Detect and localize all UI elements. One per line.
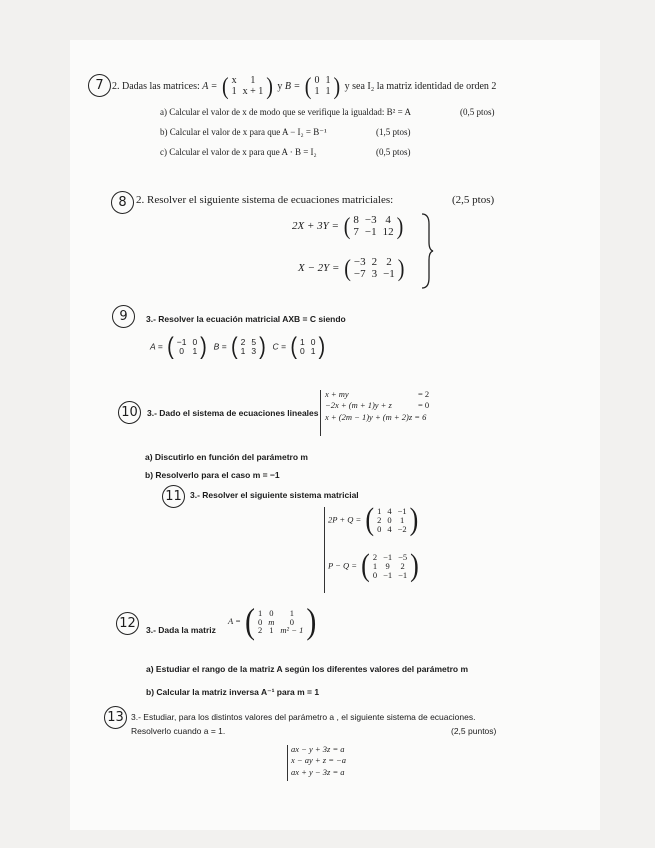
cell: 0 <box>387 514 392 525</box>
cell: 2 <box>377 514 382 525</box>
problem-number: 8 <box>118 195 127 210</box>
part-b: b) Calcular la matriz inversa A⁻¹ para m = 1 <box>146 687 320 697</box>
part-c-points: (0,5 ptos) <box>376 147 411 157</box>
cell: 2 <box>372 552 378 562</box>
cell: 2 <box>400 560 405 571</box>
cell: 1 <box>300 337 305 348</box>
cell: m² − 1 <box>280 625 304 636</box>
problem-7-statement <box>112 73 497 100</box>
cell: 1 <box>250 75 256 86</box>
rhs-value: = 0 <box>418 400 430 411</box>
conjunction: y <box>277 80 283 92</box>
matrix-label: C = <box>272 341 286 352</box>
cell: 3 <box>251 346 257 356</box>
cell: 4 <box>385 214 391 226</box>
system-brace <box>287 745 288 781</box>
cell: 2 <box>371 256 378 268</box>
matrix-label: A = <box>202 80 218 92</box>
cell: −5 <box>398 552 408 562</box>
problem-number-circle <box>112 305 135 328</box>
cell: 1 <box>231 85 237 97</box>
cell: 0 <box>269 607 274 618</box>
problem-number: 9 <box>119 309 128 324</box>
cell: 4 <box>387 523 392 534</box>
matrix-label: A = <box>150 341 163 352</box>
cell: 0 <box>377 523 382 534</box>
cell: 1 <box>289 607 295 618</box>
cell: −1 <box>364 225 377 238</box>
cell: −1 <box>383 552 393 562</box>
part-text: a) Calcular el valor de x de modo que se verifique la igualdad: B² = A <box>160 107 411 117</box>
equation: ax + y − 3z = a <box>291 766 345 777</box>
statement-text: 2. Dadas las matrices: <box>112 80 200 92</box>
matrix-equation-1 <box>292 215 405 238</box>
part-text: c) Calcular el valor de x para que A · B = I₂ <box>160 147 317 157</box>
equation: −2x + (m + 1)y + z <box>325 400 392 411</box>
cell: 12 <box>382 225 394 238</box>
cell: m <box>268 616 275 627</box>
cell: 1 <box>310 346 316 356</box>
cell: 2 <box>240 337 246 348</box>
cell: 0 <box>179 346 184 356</box>
cell: 0 <box>258 616 263 627</box>
cell: 3 <box>371 267 378 280</box>
cell: −2 <box>397 523 407 534</box>
part-a: a) Discutirlo en función del parámetro m <box>145 452 308 462</box>
matrix: ( 2 −1 −5 1 9 2 0 −1 −1 ) <box>361 548 419 584</box>
problem-13-statement-line2: Resolverlo cuando a = 1. <box>131 726 226 736</box>
problem-12-statement: 3.- Dada la matriz <box>146 625 216 635</box>
equation-label: 2X + 3Y = <box>292 220 339 233</box>
equation-label: X − 2Y = <box>298 262 340 275</box>
cell: −1 <box>398 569 408 580</box>
problem-number: 7 <box>95 78 104 93</box>
cell: −1 <box>383 569 393 580</box>
equation: ax − y + 3z = a <box>291 744 345 754</box>
cell: −3 <box>364 214 377 226</box>
equation-label: 2P + Q = <box>328 514 362 525</box>
problem-11-statement: 3.- Resolver el siguiente sistema matricial <box>190 490 359 500</box>
cell: 5 <box>251 337 257 348</box>
cell: 1 <box>325 75 331 86</box>
statement-text: y sea I₂ la matriz identidad de orden 2 <box>344 80 497 92</box>
cell: −1 <box>176 337 187 348</box>
cell: 1 <box>372 560 378 571</box>
cell: 9 <box>385 560 390 571</box>
matrix-b: ( 2 5 1 3 ) <box>230 333 266 361</box>
system-brace <box>320 390 321 436</box>
matrix-a: ( x 1 1 x + 1 ) <box>221 73 273 100</box>
rhs-value: = 2 <box>418 389 430 399</box>
problem-9-statement: 3.- Resolver la ecuación matricial AXB = C siendo <box>146 314 346 324</box>
cell: 1 <box>314 85 320 97</box>
matrix-b: ( 0 1 1 1 ) <box>304 73 341 100</box>
cell: x <box>231 75 237 86</box>
matrix-a: ( −1 0 0 1 ) <box>167 333 207 361</box>
problem-number-circle <box>111 191 134 214</box>
cell: 1 <box>325 85 331 97</box>
cell: 1 <box>377 506 382 516</box>
cell: 0 <box>192 337 198 348</box>
part-a-points: (0,5 ptos) <box>460 107 495 117</box>
cell: 2 <box>258 625 263 636</box>
cell: 1 <box>399 514 405 525</box>
problem-13-points: (2,5 puntos) <box>451 726 497 736</box>
cell: 0 <box>310 337 316 348</box>
matrix-label: B = <box>284 80 301 92</box>
equation: x + (2m − 1)y + (m + 2)z = 6 <box>325 411 427 422</box>
cell: 1 <box>269 625 274 636</box>
equation: x − ay + z = −a <box>291 755 347 766</box>
problem-number-circle <box>104 706 127 729</box>
problem-9-matrices <box>150 333 327 361</box>
problem-number-circle <box>162 485 185 508</box>
cell: 0 <box>314 75 320 86</box>
matrix-c: ( 1 0 0 1 ) <box>290 333 326 361</box>
matrix-equation-2 <box>328 548 421 584</box>
part-a <box>160 107 411 117</box>
cell: −7 <box>353 267 366 280</box>
problem-8-statement: 2. Resolver el siguiente sistema de ecuaciones matriciales: <box>136 194 394 206</box>
matrix: ( −3 2 2 −7 3 −1 ) <box>344 255 405 282</box>
part-b <box>160 127 327 138</box>
problem-number: 11 <box>165 489 182 504</box>
cell: −3 <box>353 256 366 268</box>
cell: x + 1 <box>242 85 264 97</box>
cell: 1 <box>192 346 198 356</box>
matrix-a-definition <box>228 601 318 642</box>
cell: 1 <box>240 346 246 356</box>
matrix-a: ( 1 0 1 0 m 0 2 1 m² − 1 ) <box>245 601 317 642</box>
right-brace-icon <box>420 212 434 290</box>
problem-8-points: (2,5 ptos) <box>452 194 495 206</box>
system-rhs <box>418 389 429 412</box>
cell: −1 <box>383 267 395 280</box>
linear-system <box>291 744 346 778</box>
matrix-label: A = <box>228 615 241 626</box>
part-b-points: (1,5 ptos) <box>376 127 411 137</box>
cell: 0 <box>372 569 378 580</box>
problem-number: 13 <box>107 710 124 725</box>
cell: 0 <box>300 346 305 356</box>
part-text: b) Calcular el valor de x para que A − I₂ = B⁻¹ <box>160 127 327 137</box>
problem-number-circle <box>118 401 141 424</box>
cell: 7 <box>353 225 359 238</box>
cell: 2 <box>386 256 392 268</box>
cell: 0 <box>289 616 295 627</box>
cell: 8 <box>353 214 359 226</box>
part-c <box>160 147 317 157</box>
matrix-equation-1 <box>328 502 420 538</box>
equation: x + my <box>325 389 349 399</box>
matrix-equation-2 <box>298 257 406 280</box>
matrix: ( 1 4 −1 2 0 1 0 4 −2 ) <box>365 502 419 538</box>
cell: 4 <box>387 506 392 516</box>
problem-number: 10 <box>121 405 138 420</box>
matrix: ( 8 −3 4 7 −1 12 ) <box>343 213 404 240</box>
part-b: b) Resolverlo para el caso m = −1 <box>145 470 280 480</box>
problem-10-statement: 3.- Dado el sistema de ecuaciones lineales <box>147 408 319 418</box>
linear-system <box>325 389 426 423</box>
problem-number: 12 <box>119 616 136 631</box>
matrix-label: B = <box>213 341 227 352</box>
problem-13-statement-line1: 3.- Estudiar, para los distintos valores del parámetro a , el siguiente sistema de ecuaciones. <box>131 712 476 722</box>
problem-number-circle <box>116 612 139 635</box>
cell: −1 <box>397 506 407 516</box>
system-brace <box>324 507 325 593</box>
cell: 1 <box>258 607 263 618</box>
equation-label: P − Q = <box>328 560 358 571</box>
problem-number-circle <box>88 74 111 97</box>
part-a: a) Estudiar el rango de la matriz A según los diferentes valores del parámetro m <box>146 664 468 674</box>
